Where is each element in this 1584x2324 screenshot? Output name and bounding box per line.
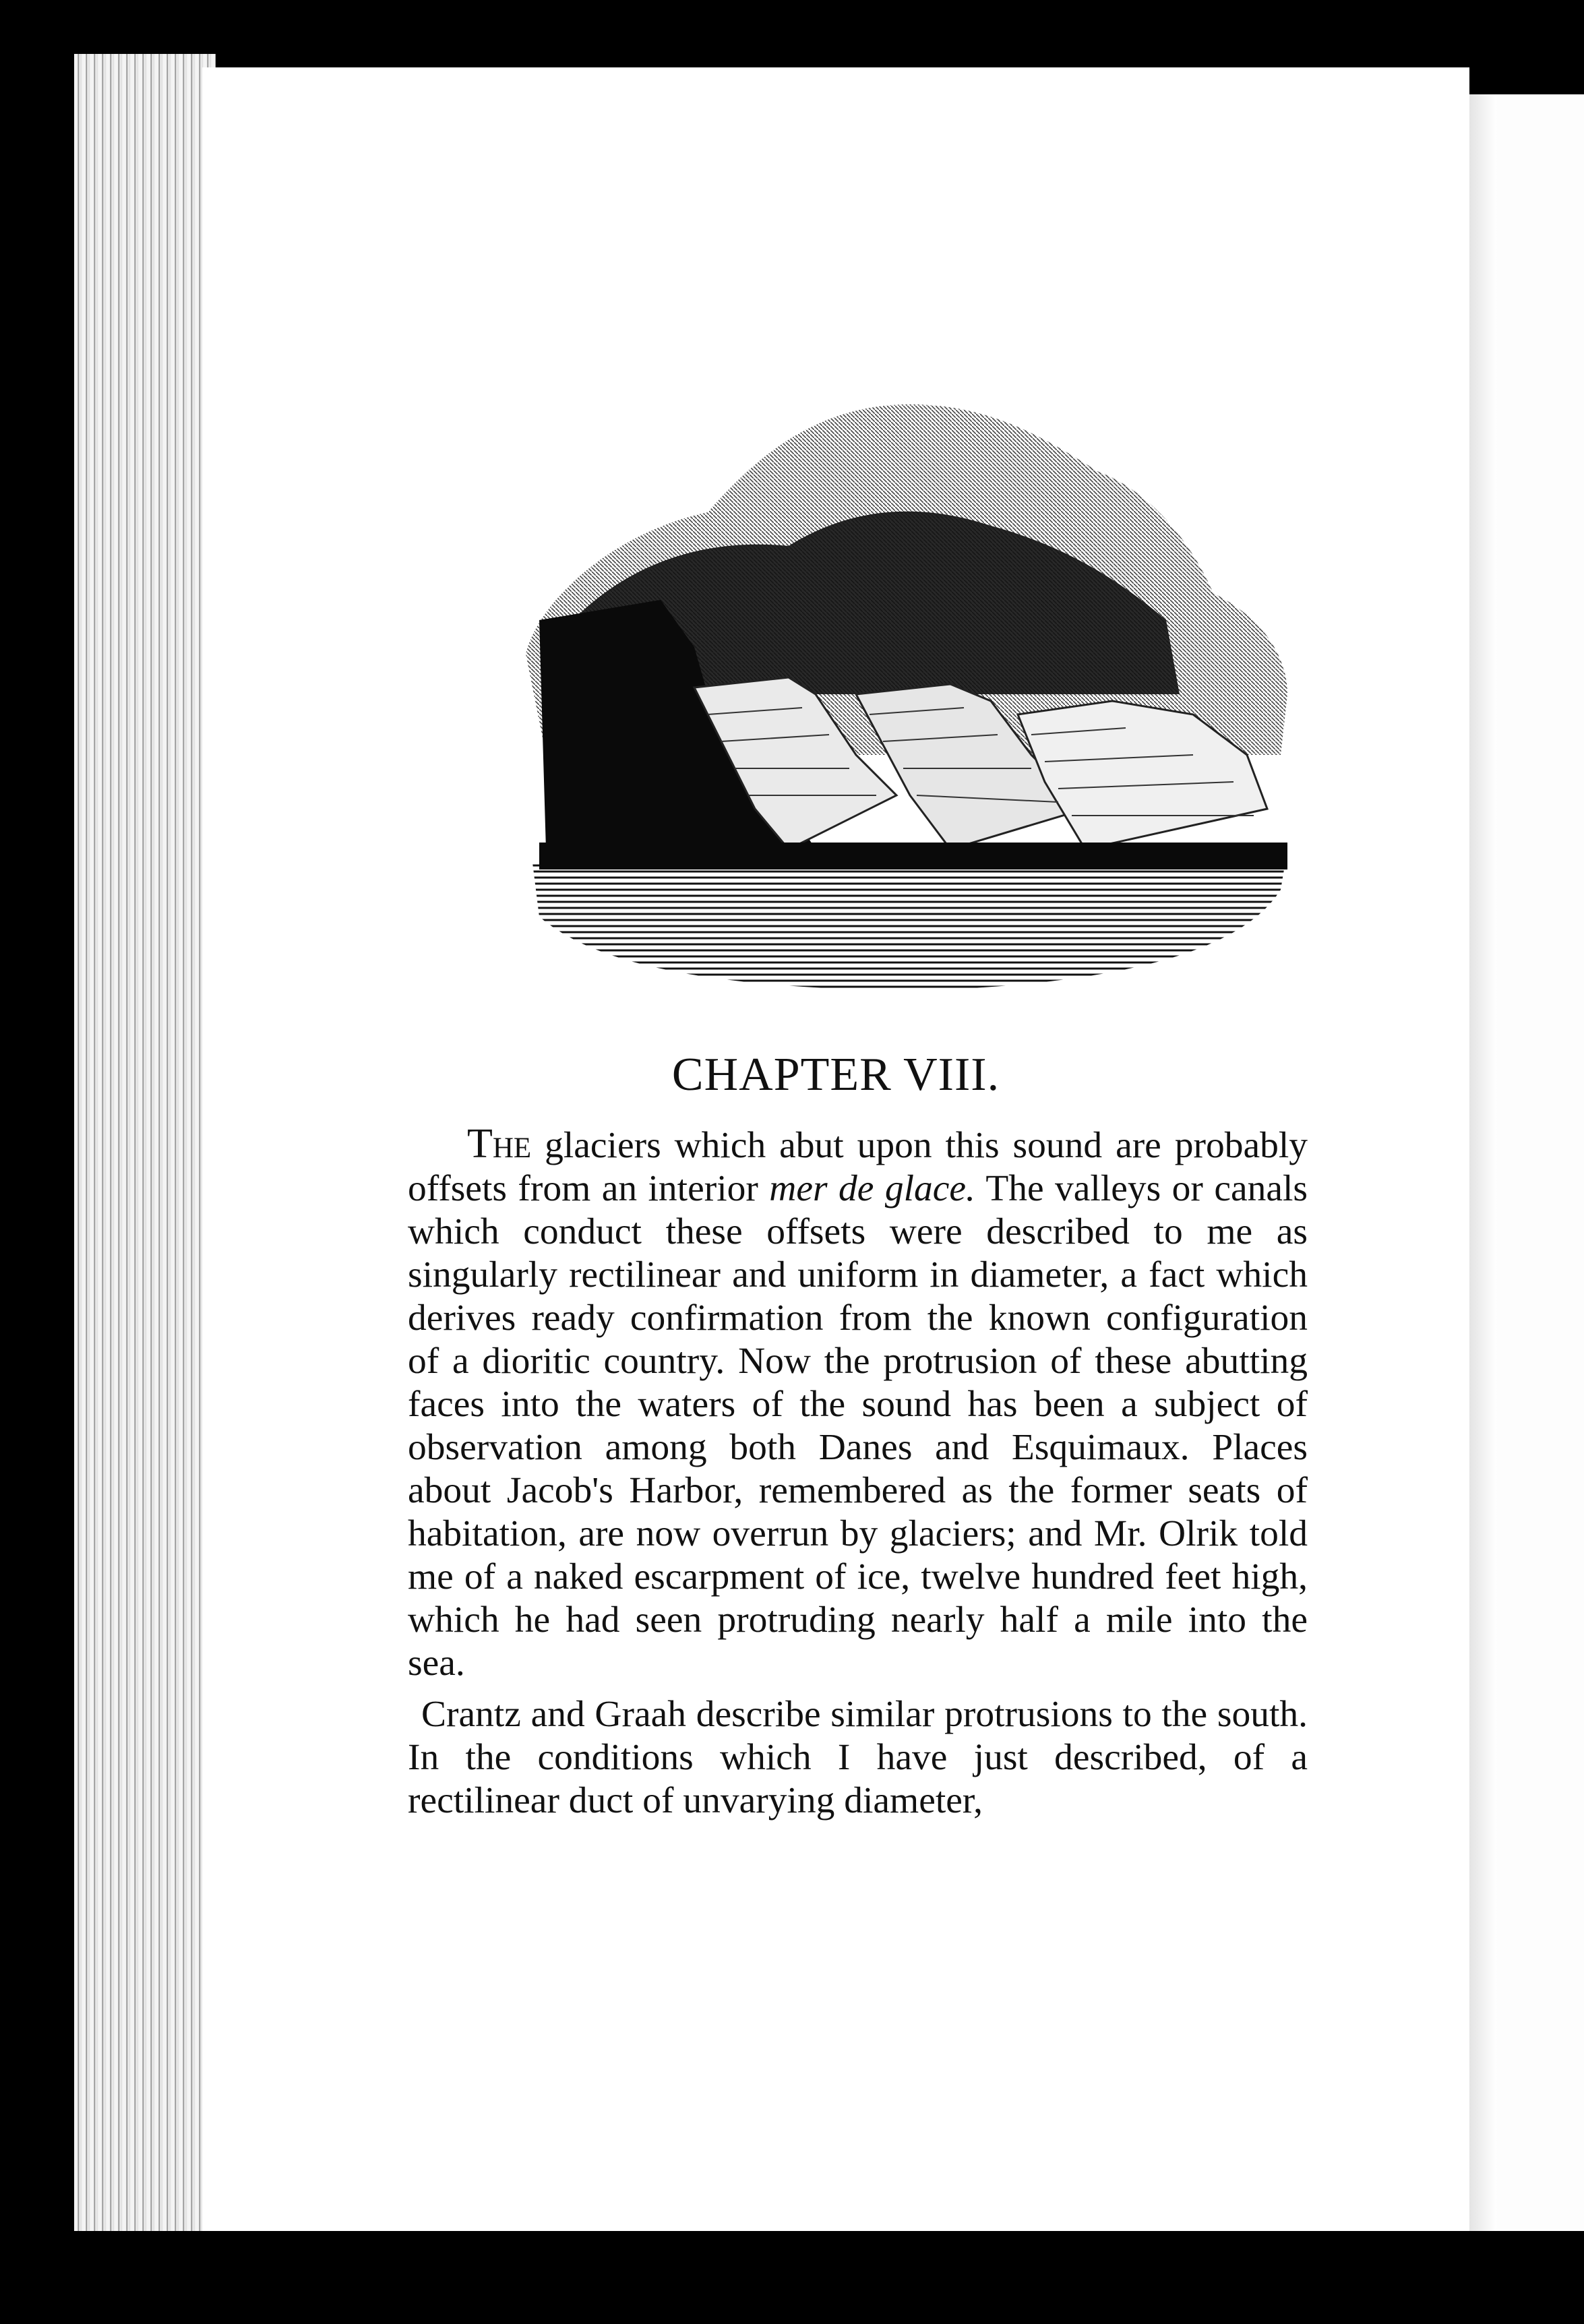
cliff-glacier-engraving-icon [438, 377, 1314, 1018]
paragraph-text-continued: The valleys or canals which conduct these offsets were described to me as singularly rectilinear and uniform in diameter, a fact which derives ready confirmation from the known configuration of a dioritic country. Now the protrusion of these abutting faces into the waters of the sound has been a subject of observation among both Danes and Esquimaux. Places about Jacob's Harbor, remembered as the former seats of habitation, are now overrun by glaciers; and Mr. Olrik told me of a naked escarpment of ice, twelve hundred feet high, which he had seen protruding nearly half a mile into the sea. [408, 1168, 1308, 1684]
paragraph-2: Crantz and Graah describe similar protrusions to the south. In the conditions which I have just described, of a rectilinear duct of unvarying diameter, [408, 1694, 1308, 1821]
paragraph-1 [408, 1122, 1308, 1685]
chapter-title: CHAPTER VIII. [671, 1049, 1000, 1101]
paragraph-lead-word: The [467, 1121, 532, 1167]
paragraph-text: glaciers which abut upon this sound are probably offsets from an interior [408, 1125, 1308, 1209]
italic-phrase: mer de glace. [769, 1168, 975, 1209]
body-text [408, 1122, 1308, 1823]
page-edges [74, 54, 216, 2231]
